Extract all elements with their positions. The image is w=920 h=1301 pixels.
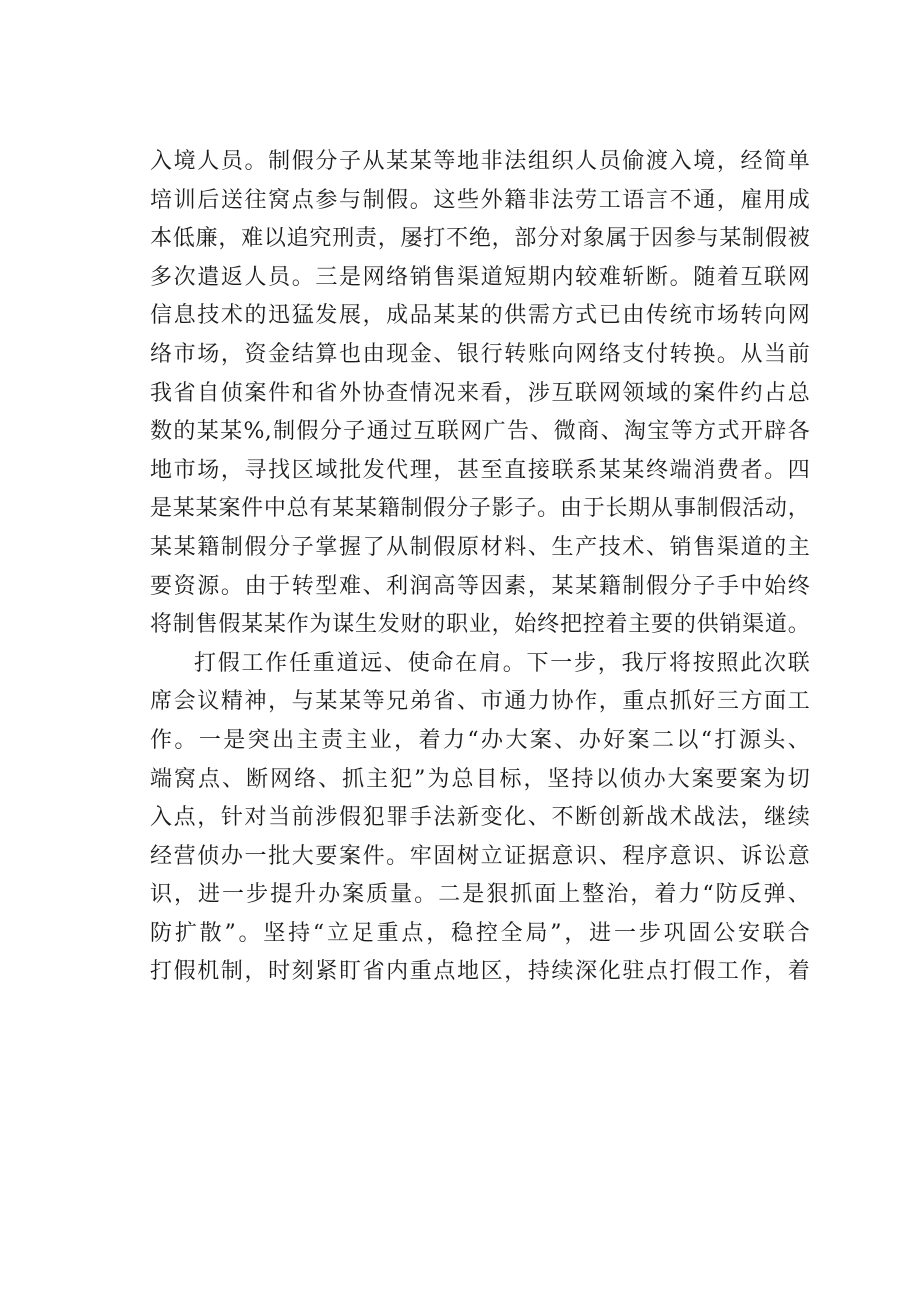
text-line: 席会议精神，与某某等兄弟省、市通力协作，重点抓好三方面工 [150,689,810,715]
text-line: 多次遣返人员。三是网络销售渠道短期内较难斩断。随着互联网 [150,264,810,290]
text-line: 经营侦办一批大要案件。牢固树立证据意识、程序意识、诉讼意 [150,843,810,869]
text-line: 要资源。由于转型难、利润高等因素，某某籍制假分子手中始终 [150,573,810,599]
text-line: 入境人员。制假分子从某某等地非法组织人员偷渡入境，经简单 [150,149,810,174]
text-line: 打假机制，时刻紧盯省内重点地区，持续深化驻点打假工作，着 [150,959,810,985]
text-line: 是某某案件中总有某某籍制假分子影子。由于长期从事制假活动， [150,496,810,522]
text-line: 培训后送往窝点参与制假。这些外籍非法劳工语言不通，雇用成 [150,187,810,213]
text-line: 我省自侦案件和省外协查情况来看，涉互联网领域的案件约占总 [150,380,810,406]
text-line: 信息技术的迅猛发展，成品某某的供需方式已由传统市场转向网 [150,303,810,329]
body-text [150,143,810,992]
text-line: 数的某某%,制假分子通过互联网广告、微商、淘宝等方式开辟各 [150,419,810,445]
text-line: 作。一是突出主责主业，着力“办大案、办好案二以“打源头、 [150,727,810,753]
text-line: 本低廉，难以追究刑责，屡打不绝，部分对象属于因参与某制假被 [150,226,810,252]
text-line: 络市场，资金结算也由现金、银行转账向网络支付转换。从当前 [150,341,810,367]
text-line: 防扩散”。坚持“立足重点，稳控全局”，进一步巩固公安联合 [150,920,810,946]
text-line: 识，进一步提升办案质量。二是狠抓面上整治，着力“防反弹、 [150,882,810,908]
text-line: 将制售假某某作为谋生发财的职业，始终把控着主要的供销渠道。 [150,612,810,638]
text-line: 某某籍制假分子掌握了从制假原材料、生产技术、销售渠道的主 [150,534,810,560]
text-line: 地市场，寻找区域批发代理，甚至直接联系某某终端消费者。四 [150,457,810,483]
text-line: 入点，针对当前涉假犯罪手法新变化、不断创新战术战法，继续 [150,805,810,831]
text-line: 端窝点、断网络、抓主犯”为总目标，坚持以侦办大案要案为切 [150,766,810,792]
paragraph-first-line: 打假工作任重道远、使命在肩。下一步，我厅将按照此次联 [194,650,810,676]
